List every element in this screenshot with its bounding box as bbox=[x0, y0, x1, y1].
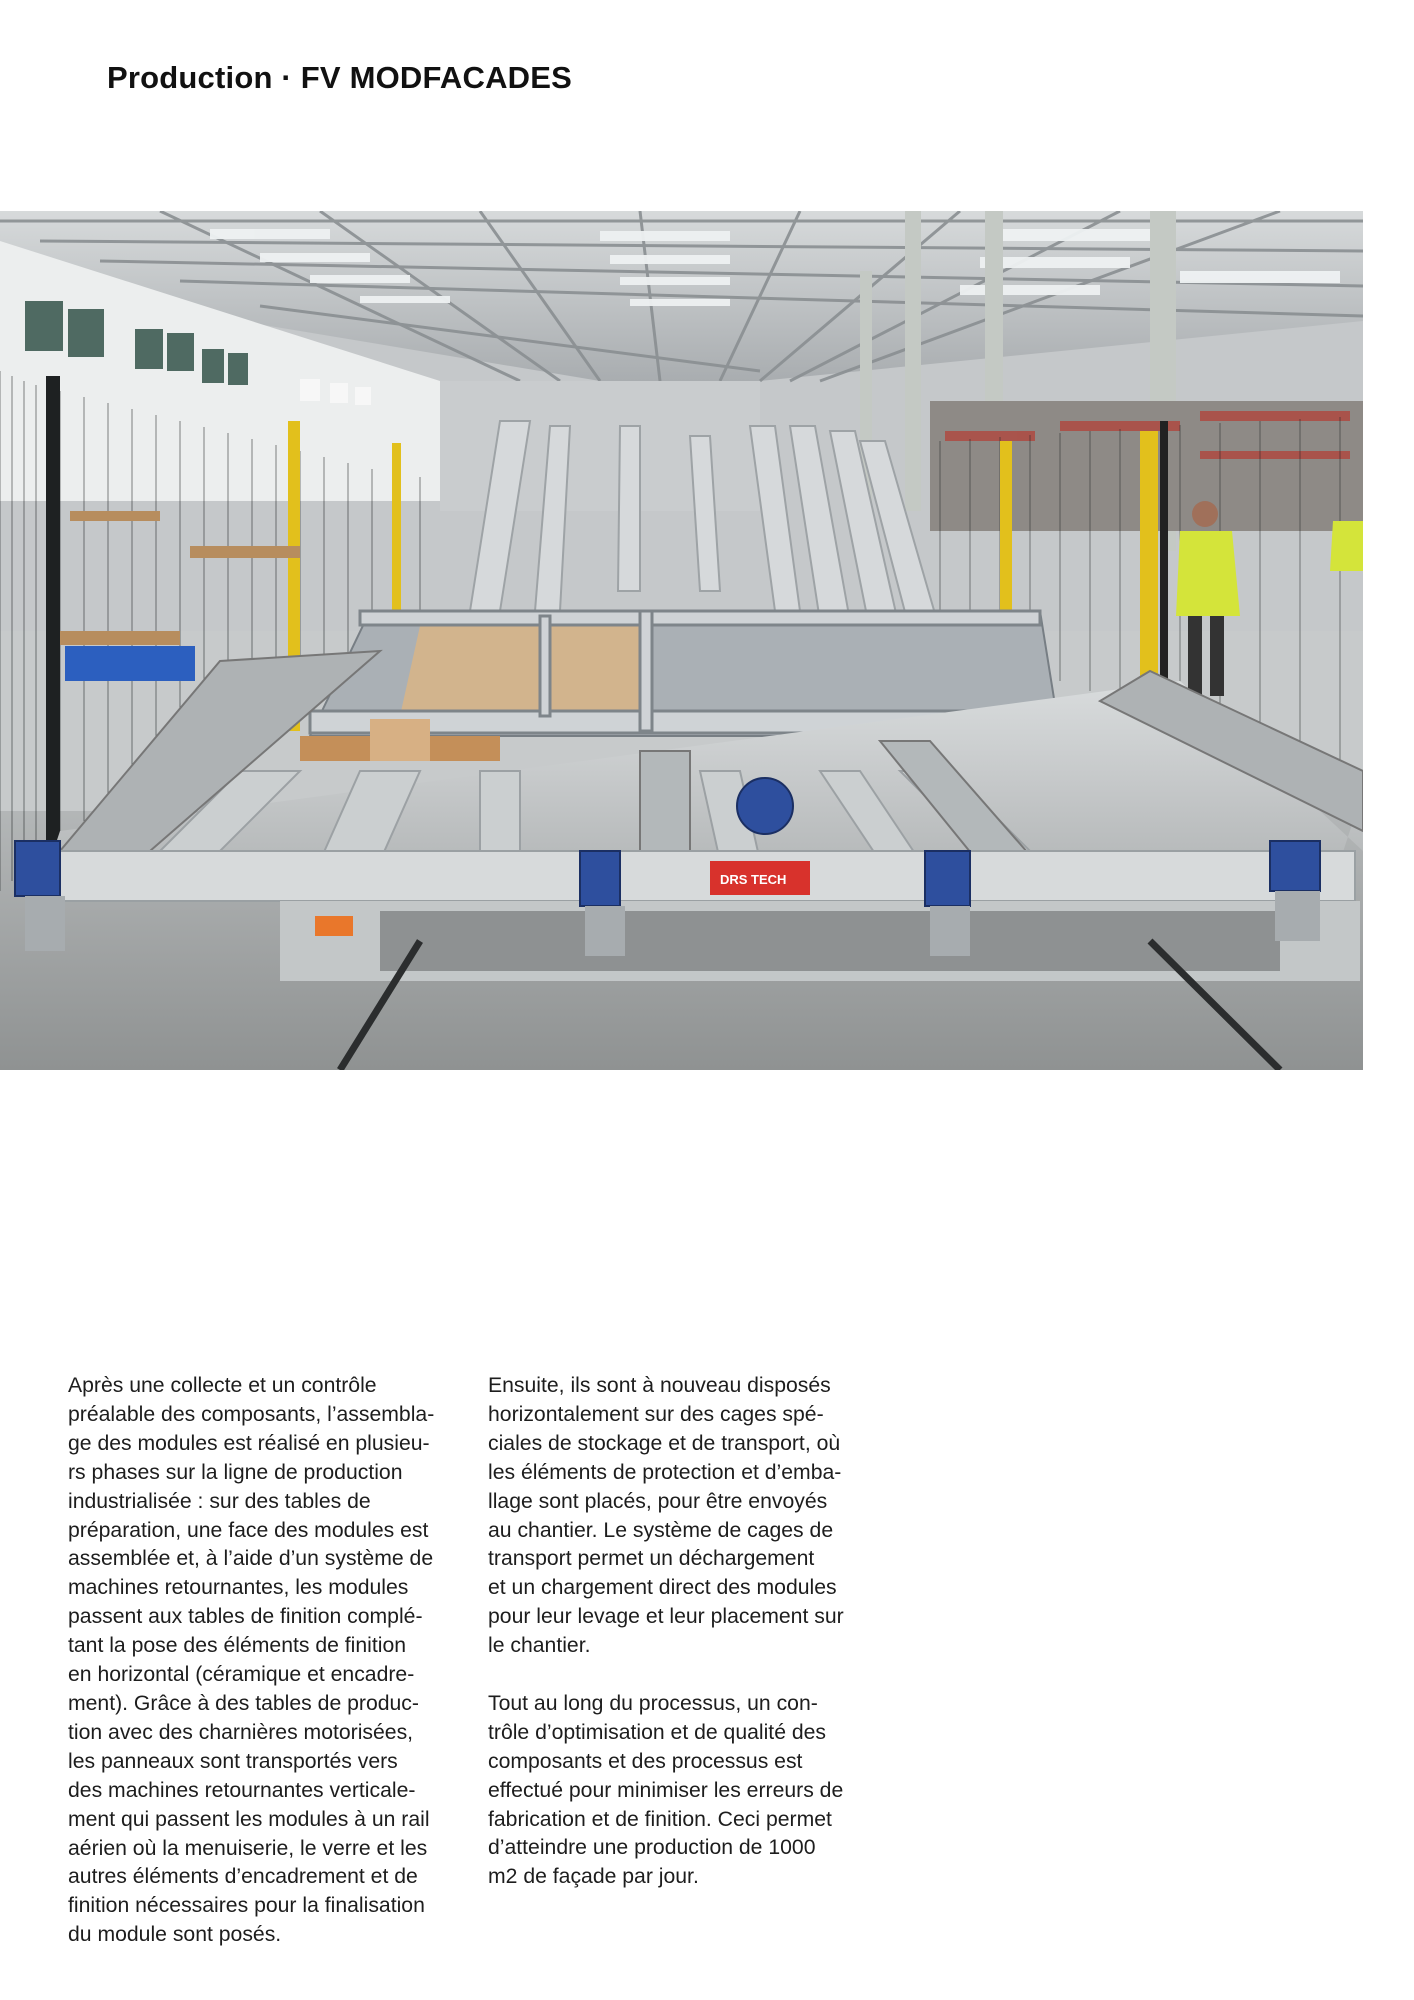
text-line: d’atteindre une production de 1000 bbox=[488, 1836, 816, 1860]
text-line: des machines retournantes verticale- bbox=[68, 1778, 416, 1802]
text-line: m2 de façade par jour. bbox=[488, 1865, 699, 1889]
text-line: pour leur levage et leur placement sur bbox=[488, 1605, 844, 1629]
text-line: préalable des composants, l’assembla- bbox=[68, 1402, 435, 1426]
text-line: finition nécessaires pour la finalisation bbox=[68, 1894, 425, 1918]
factory-photo bbox=[0, 211, 1363, 1070]
text-line: en horizontal (céramique et encadre- bbox=[68, 1663, 415, 1687]
text-line: rs phases sur la ligne de production bbox=[68, 1460, 403, 1484]
text-line: effectué pour minimiser les erreurs de bbox=[488, 1778, 844, 1802]
text-line: transport permet un déchargement bbox=[488, 1547, 815, 1571]
text-line: ment qui passent les modules à un rail bbox=[68, 1807, 430, 1831]
text-line: et un chargement direct des modules bbox=[488, 1576, 837, 1600]
text-line: composants et des processus est bbox=[488, 1749, 803, 1773]
text-line: les éléments de protection et d’emba- bbox=[488, 1460, 842, 1484]
text-line: Ensuite, ils sont à nouveau disposés bbox=[488, 1374, 831, 1397]
text-line: Après une collecte et un contrôle bbox=[68, 1374, 377, 1397]
text-line: aérien où la menuiserie, le verre et les bbox=[68, 1836, 428, 1860]
text-line: fabrication et de finition. Ceci permet bbox=[488, 1807, 832, 1831]
body-column-right bbox=[488, 1372, 898, 1892]
text-line: autres éléments d’encadrement et de bbox=[68, 1865, 418, 1889]
text-line: ment). Grâce à des tables de produc- bbox=[68, 1691, 419, 1715]
text-line: Tout au long du processus, un con- bbox=[488, 1691, 818, 1715]
text-line: tant la pose des éléments de finition bbox=[68, 1634, 407, 1658]
text-line: passent aux tables de finition complé- bbox=[68, 1605, 423, 1629]
text-line: au chantier. Le système de cages de bbox=[488, 1518, 834, 1542]
text-line: le chantier. bbox=[488, 1634, 591, 1658]
machine-plate-label: DRS TECH bbox=[720, 872, 787, 887]
text-line: du module sont posés. bbox=[68, 1923, 282, 1947]
text-line: ciales de stockage et de transport, où bbox=[488, 1431, 841, 1455]
text-line: assemblée et, à l’aide d’un système de bbox=[68, 1547, 434, 1571]
text-line: préparation, une face des modules est bbox=[68, 1518, 429, 1542]
text-line: tion avec des charnières motorisées, bbox=[68, 1720, 414, 1744]
page-title: Production · FV MODFACADES bbox=[107, 60, 573, 95]
body-column-left bbox=[68, 1372, 468, 1950]
text-line: les panneaux sont transportés vers bbox=[68, 1749, 398, 1773]
paragraph-gap bbox=[488, 1661, 898, 1690]
text-line: machines retournantes, les modules bbox=[68, 1576, 409, 1600]
text-line: ge des modules est réalisé en plusieu- bbox=[68, 1431, 430, 1455]
text-line: industrialisée : sur des tables de bbox=[68, 1489, 371, 1513]
text-line: horizontalement sur des cages spé- bbox=[488, 1402, 824, 1426]
text-line: trôle d’optimisation et de qualité des bbox=[488, 1720, 827, 1744]
text-line: llage sont placés, pour être envoyés bbox=[488, 1489, 828, 1513]
